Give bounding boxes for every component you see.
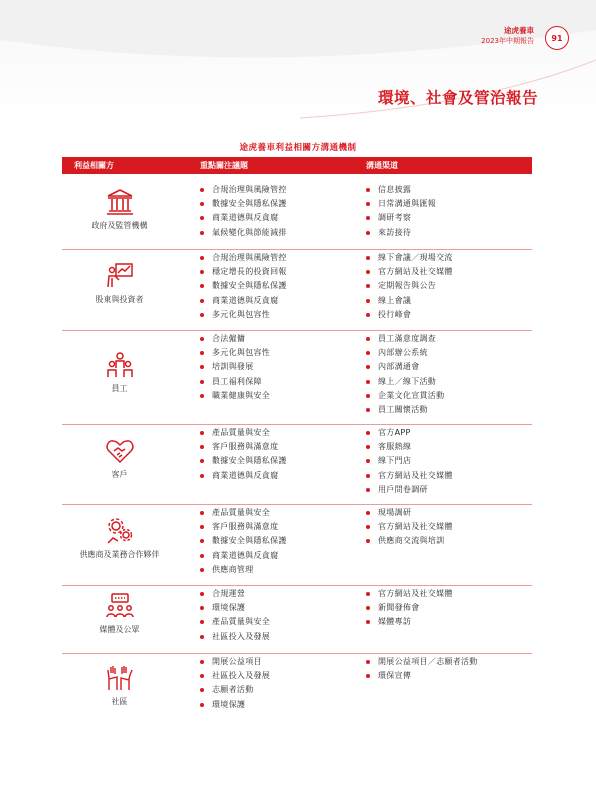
stakeholder-cell — [62, 591, 177, 635]
list-item: 線下門店 — [366, 454, 453, 468]
list-item: 培訓與發展 — [200, 360, 270, 374]
list-item: 合規運營 — [200, 587, 270, 601]
list-item: 內部辦公系統 — [366, 346, 444, 360]
handshake-heart-icon — [105, 436, 135, 466]
table-row — [62, 330, 532, 425]
channels-list — [366, 506, 453, 549]
list-item: 多元化與包容性 — [200, 308, 287, 322]
brand-name: 途虎養車 — [504, 26, 534, 35]
stakeholder-cell — [62, 436, 177, 480]
list-item: 客戶服務與滿意度 — [200, 520, 287, 534]
list-item: 官方APP — [366, 426, 453, 440]
list-item: 社區投入及發展 — [200, 630, 270, 644]
list-item: 日常溝通與匯報 — [366, 197, 436, 211]
list-item: 多元化與包容性 — [200, 346, 270, 360]
list-item: 穩定增長的投資回報 — [200, 265, 287, 279]
list-item: 合法僱傭 — [200, 332, 270, 346]
list-item: 線下會議／現場交流 — [366, 251, 453, 265]
list-item: 職業健康與安全 — [200, 389, 270, 403]
list-item: 產品質量與安全 — [200, 426, 287, 440]
list-item: 新聞發佈會 — [366, 601, 453, 615]
stakeholder-cell — [62, 663, 177, 707]
list-item: 供應商交流與培訓 — [366, 534, 453, 548]
stakeholder-name: 社區 — [111, 697, 128, 706]
stakeholder-name: 股東與投資者 — [95, 295, 144, 304]
list-item: 內部溝通會 — [366, 360, 444, 374]
table-row — [62, 653, 532, 721]
table-row — [62, 249, 532, 331]
list-item: 環境保護 — [200, 601, 270, 615]
list-item: 開展公益項目 — [200, 655, 270, 669]
column-header-stakeholder: 利益相關方 — [74, 161, 114, 170]
list-item: 官方網站及社交媒體 — [366, 520, 453, 534]
list-item: 線上會議 — [366, 294, 453, 308]
topics-list — [200, 506, 287, 577]
stakeholder-name: 供應商及業務合作夥伴 — [79, 550, 160, 559]
list-item: 環保宣傳 — [366, 669, 478, 683]
channels-list — [366, 332, 444, 417]
column-header-topics: 重點關注議題 — [200, 161, 248, 170]
list-item: 線上／線下活動 — [366, 375, 444, 389]
list-item: 合規治理與風險管控 — [200, 183, 287, 197]
list-item: 現場調研 — [366, 506, 453, 520]
report-name: 2023年中期報告 — [481, 37, 534, 45]
cooperation-gears-icon — [105, 516, 135, 546]
list-item: 投行峰會 — [366, 308, 453, 322]
list-item: 產品質量與安全 — [200, 615, 270, 629]
topics-list — [200, 426, 287, 483]
list-item: 開展公益項目／志願者活動 — [366, 655, 478, 669]
table-row — [62, 424, 532, 505]
list-item: 商業道德與反貪腐 — [200, 469, 287, 483]
list-item: 產品質量與安全 — [200, 506, 287, 520]
list-item: 客戶服務與滿意度 — [200, 440, 287, 454]
list-item: 調研考察 — [366, 211, 436, 225]
list-item: 定期報告與公告 — [366, 279, 453, 293]
list-item: 信息披露 — [366, 183, 436, 197]
list-item: 企業文化宣貫活動 — [366, 389, 444, 403]
table-row — [62, 585, 532, 654]
list-item: 商業道德與反貪腐 — [200, 549, 287, 563]
stakeholder-name: 員工 — [111, 384, 128, 393]
section-title: 環境、社會及管治報告 — [377, 89, 538, 107]
list-item: 社區投入及發展 — [200, 669, 270, 683]
list-item: 來訪接待 — [366, 226, 436, 240]
government-building-icon — [105, 187, 135, 217]
table-title: 途虎養車利益相關方溝通機制 — [239, 143, 357, 153]
list-item: 媒體專訪 — [366, 615, 453, 629]
stakeholder-cell — [62, 350, 177, 394]
topics-list — [200, 587, 270, 644]
stakeholder-name: 媒體及公眾 — [99, 625, 140, 634]
stakeholder-cell — [62, 261, 177, 305]
raised-hands-icon — [105, 663, 135, 693]
list-item: 員工滿意度調查 — [366, 332, 444, 346]
report-brand — [481, 26, 534, 46]
list-item: 志願者活動 — [200, 683, 270, 697]
page-number-badge — [545, 26, 569, 50]
list-item: 客服熱線 — [366, 440, 453, 454]
list-item: 官方網站及社交媒體 — [366, 265, 453, 279]
topics-list — [200, 332, 270, 403]
list-item: 環境保護 — [200, 698, 270, 712]
list-item: 商業道德與反貪腐 — [200, 211, 287, 225]
header-swoosh — [0, 0, 596, 130]
presentation-chart-icon — [105, 261, 135, 291]
stakeholder-cell — [62, 516, 177, 560]
table-row — [62, 181, 532, 250]
table-header — [62, 157, 532, 174]
list-item: 官方網站及社交媒體 — [366, 469, 453, 483]
list-item: 用戶問卷調研 — [366, 483, 453, 497]
channels-list — [366, 426, 453, 497]
channels-list — [366, 251, 453, 322]
topics-list — [200, 655, 270, 712]
list-item: 官方網站及社交媒體 — [366, 587, 453, 601]
list-item: 數據安全與隱私保護 — [200, 454, 287, 468]
stakeholder-name: 政府及監管機構 — [91, 221, 148, 230]
list-item: 數據安全與隱私保護 — [200, 197, 287, 211]
list-item: 數據安全與隱私保護 — [200, 279, 287, 293]
stakeholder-name: 客戶 — [111, 470, 128, 479]
list-item: 數據安全與隱私保護 — [200, 534, 287, 548]
channels-list — [366, 183, 436, 240]
list-item: 氣候變化與節能減排 — [200, 226, 287, 240]
topics-list — [200, 183, 287, 240]
channels-list — [366, 655, 478, 683]
stakeholder-cell — [62, 187, 177, 231]
channels-list — [366, 587, 453, 630]
list-item: 供應商管理 — [200, 563, 287, 577]
list-item: 商業道德與反貪腐 — [200, 294, 287, 308]
employee-group-icon — [105, 350, 135, 380]
page-number: 91 — [551, 33, 563, 43]
list-item: 合規治理與風險管控 — [200, 251, 287, 265]
table-row — [62, 504, 532, 586]
media-audience-icon — [105, 591, 135, 621]
list-item: 員工福利保障 — [200, 375, 270, 389]
column-header-channels: 溝通渠道 — [366, 161, 398, 170]
topics-list — [200, 251, 287, 322]
list-item: 員工關懷活動 — [366, 403, 444, 417]
